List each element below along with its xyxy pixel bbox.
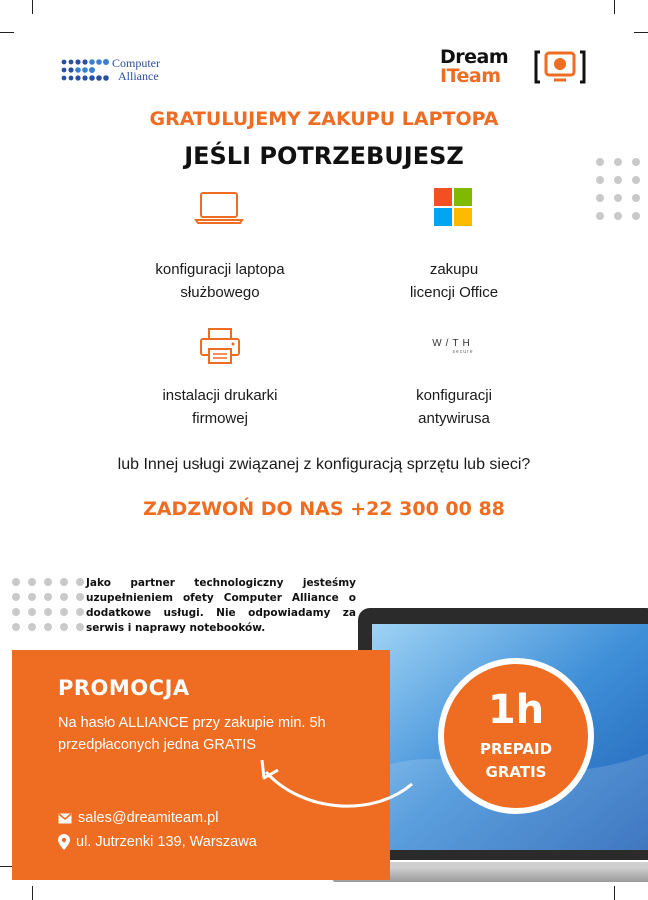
badge-line-2: GRATIS [485, 763, 547, 781]
withsecure-sub: secure [452, 349, 474, 355]
call-to-action: ZADZWOŃ DO NAS +22 300 00 88 [143, 498, 505, 520]
brand-line-1: Computer [112, 56, 160, 70]
badge-line-1: PREPAID [479, 740, 553, 758]
email-link[interactable]: sales@dreamiteam.pl [78, 810, 219, 826]
other-services-question: lub Innej usługi związanej z konfiguracją sprzętu lub sieci? [117, 456, 531, 473]
address-text: ul. Jutrzenki 139, Warszawa [76, 834, 257, 850]
computer-alliance-logo [60, 56, 190, 92]
promo-title: PROMOCJA [58, 676, 190, 700]
crop-mark [0, 32, 14, 33]
service-line-1: konfiguracji [416, 387, 492, 404]
headline: GRATULUJEMY ZAKUPU LAPTOPA [149, 108, 499, 130]
arrow-icon [252, 756, 418, 816]
service-printer-install [110, 384, 330, 430]
crop-mark [634, 32, 648, 33]
crop-mark [614, 0, 615, 14]
dream-iteam-logo [440, 44, 590, 90]
badge-hours: 1h [487, 687, 545, 733]
logo-word-iteam: ITeam [440, 65, 501, 87]
partner-note: Jako partner technologiczny jesteśmy uzupełnieniem ofety Computer Alliance o dodatkowe usługi. Nie odpowiadamy za serwis i naprawy notebooków. [86, 577, 356, 634]
logo-word-dream: Dream [440, 46, 509, 68]
contact-email[interactable] [58, 810, 218, 826]
dot-pattern [596, 158, 640, 220]
service-line-1: konfiguracji laptopa [155, 261, 285, 278]
laptop-icon [194, 190, 244, 226]
service-line-1: instalacji drukarki [162, 387, 278, 404]
prepaid-badge [438, 658, 594, 814]
crop-mark [32, 886, 33, 900]
dot-pattern [12, 578, 84, 631]
service-line-2: służbowego [180, 284, 260, 301]
windows-icon [434, 188, 472, 226]
promo-text: Na hasło ALLIANCE przy zakupie min. 5h przedpłaconych jedna GRATIS [58, 715, 326, 753]
location-pin-icon [58, 834, 70, 850]
dot-matrix-icon [60, 56, 112, 92]
crop-mark [32, 0, 33, 14]
service-line-2: firmowej [192, 410, 248, 427]
monitor-bracket-icon [534, 48, 586, 88]
withsecure-main: W/TH [432, 338, 474, 349]
service-line-1: zakupu [429, 261, 479, 278]
contact-address [58, 834, 257, 850]
withsecure-logo [404, 338, 502, 355]
brand-line-2: Alliance [118, 69, 159, 83]
printer-icon [199, 327, 241, 365]
service-office-licence [344, 258, 564, 304]
service-line-2: licencji Office [409, 284, 499, 301]
service-antivirus-config [344, 384, 564, 430]
crop-mark [614, 886, 615, 900]
service-line-2: antywirusa [418, 410, 490, 427]
envelope-icon [58, 813, 72, 824]
service-laptop-config [110, 258, 330, 304]
subheadline: JEŚLI POTRZEBUJESZ [184, 142, 464, 170]
